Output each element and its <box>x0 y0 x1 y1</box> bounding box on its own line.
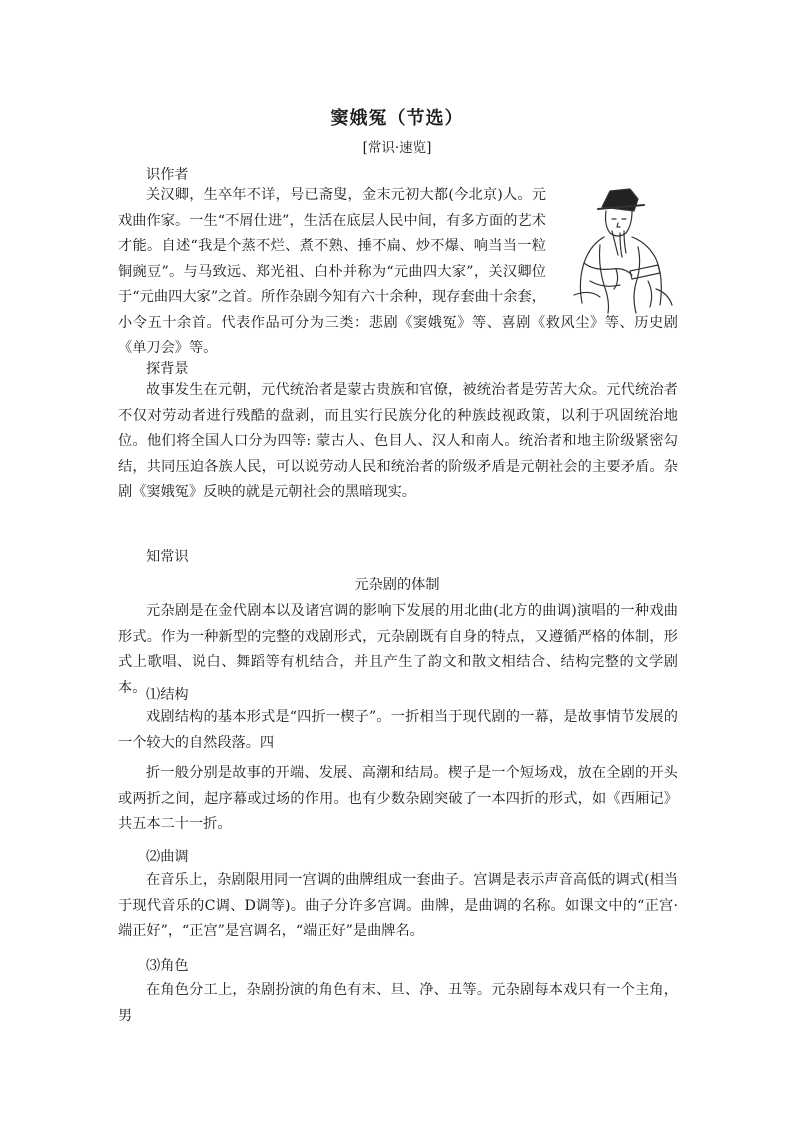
knowledge-title: 元杂剧的体制 <box>354 577 440 593</box>
role-heading: ⑶角色 <box>146 958 189 974</box>
knowledge-heading: 知常识 <box>146 549 189 565</box>
author-heading: 识作者 <box>146 167 189 183</box>
tune-heading: ⑵曲调 <box>146 849 189 865</box>
structure-heading: ⑴结构 <box>146 687 189 703</box>
knowledge-intro: 元杂剧是在金代剧本以及诸宫调的影响下发展的用北曲(北方的曲调)演唱的一种戏曲形式。作为一种新型的完整的戏剧形式，元杂剧既有自身的特点，又遵循严格的体制，形式上歌唱、说白、舞蹈等有机结合，并且产生了韵文和散文相结合、结构完整的文学剧本。 <box>118 603 678 696</box>
role-text: 在角色分工上，杂剧扮演的角色有末、旦、净、丑等。元杂剧每本戏只有一个主角，男 <box>118 982 678 1024</box>
background-text: 故事发生在元朝，元代统治者是蒙古贵族和官僚，被统治者是劳苦大众。元代统治者不仅对劳动者进行残酷的盘剥，而且实行民族分化的种族歧视政策，以利于巩固统治地位。他们将全国人口分为四等: 蒙古人、色目人、汉人和南人。统治者和地主阶级紧密勾结，共同压迫各族人民，可以说劳动人民和统治者的阶级矛盾是元朝社会的主要矛盾。杂剧《窦娥冤》反映的就是元朝社会的黑暗现实。 <box>118 382 678 500</box>
background-heading: 探背景 <box>146 361 189 377</box>
structure-text-2: 折一般分别是故事的开端、发展、高潮和结局。楔子是一个短场戏，放在全剧的开头或两折之间，起序幕或过场的作用。也有少数杂剧突破了一本四折的形式，如《西厢记》共五本二十一折。 <box>118 765 678 832</box>
page-subtitle: [常识·速览] <box>362 140 432 156</box>
author-text: 关汉卿，生卒年不详，号已斋叟，金末元初大都(今北京)人。元戏曲作家。一生“不屑仕进”，生活在底层人民中间，有多方面的艺术才能。自述“我是个蒸不烂、煮不熟、捶不扁、炒不爆、响当当一粒铜豌豆”。与马致远、郑光祖、白朴并称为“元曲四大家”，关汉卿位于“元曲四大家”之首。所作杂剧今知有六十余种，现存套曲十余套，小令五十余首。代表作品可分为三类：悲剧《窦娥冤》等、喜剧《救风尘》等、历史剧《单刀会》等。 <box>118 187 678 356</box>
tune-text: 在音乐上，杂剧限用同一宫调的曲牌组成一套曲子。宫调是表示声音高低的调式(相当于现代音乐的C调、D调等)。曲子分许多宫调。曲牌，是曲调的名称。如课文中的“正宫·端正好”，“正宫”是宫调名，“端正好”是曲牌名。 <box>118 872 678 939</box>
page-title: 窦娥冤（节选） <box>330 108 464 129</box>
author-text-wrapped <box>118 183 678 362</box>
structure-text-1: 戏剧结构的基本形式是“四折一楔子”。一折相当于现代剧的一幕，是故事情节发展的一个较大的自然段落。四 <box>118 709 678 751</box>
